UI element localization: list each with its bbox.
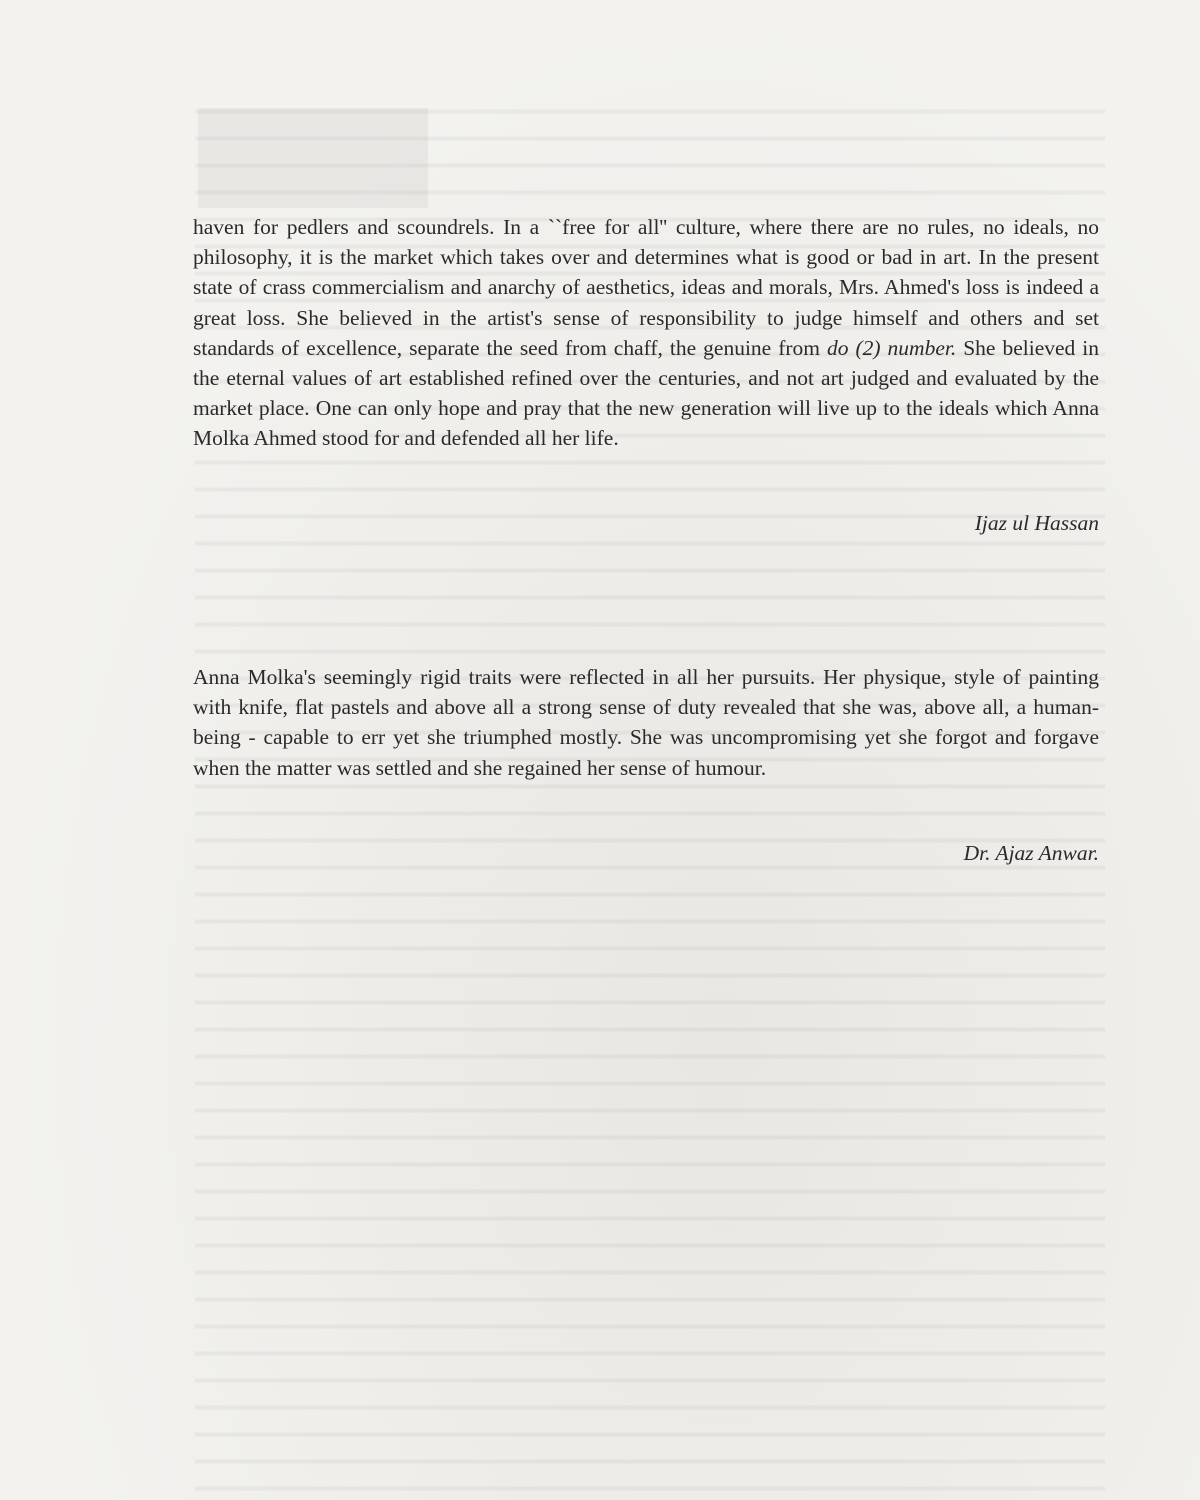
passage-ijaz-ul-hassan [193, 212, 1099, 454]
show-through-image [198, 108, 428, 208]
passage-1-italic-phrase: do (2) number. [827, 335, 957, 360]
signature-ijaz-ul-hassan: Ijaz ul Hassan [974, 511, 1099, 535]
passage-1-text-b: She believed in the eternal values of art established refined over the centuries, and not art judged and evaluated by the market place. One can only hope and pray that the new generation will live up to the ideals which Anna Molka Ahmed stood for and defended all her life. [193, 335, 1099, 451]
passage-ajaz-anwar: Anna Molka's seemingly rigid traits were reflected in all her pursuits. Her physique, style of painting with knife, flat pastels and above all a strong sense of duty revealed that she was, above all, a human-being - capable to err yet she triumphed mostly. She was uncompromising yet she forgot and forgave when the matter was settled and she regained her sense of humour. [193, 665, 1099, 780]
passage-1-text-a: haven for pedlers and scoundrels. In a ``free for all'' culture, where there are no rules, no ideals, no philosophy, it is the market which takes over and determines what is good or bad in art. In the present state of crass commercialism and anarchy of aesthetics, ideas and morals, Mrs. Ahmed's loss is indeed a great loss. She believed in the artist's sense of responsibility to judge himself and others and set standards of excellence, separate the seed from chaff, the genuine from [193, 215, 1099, 360]
signature-ajaz-anwar: Dr. Ajaz Anwar. [963, 841, 1099, 865]
